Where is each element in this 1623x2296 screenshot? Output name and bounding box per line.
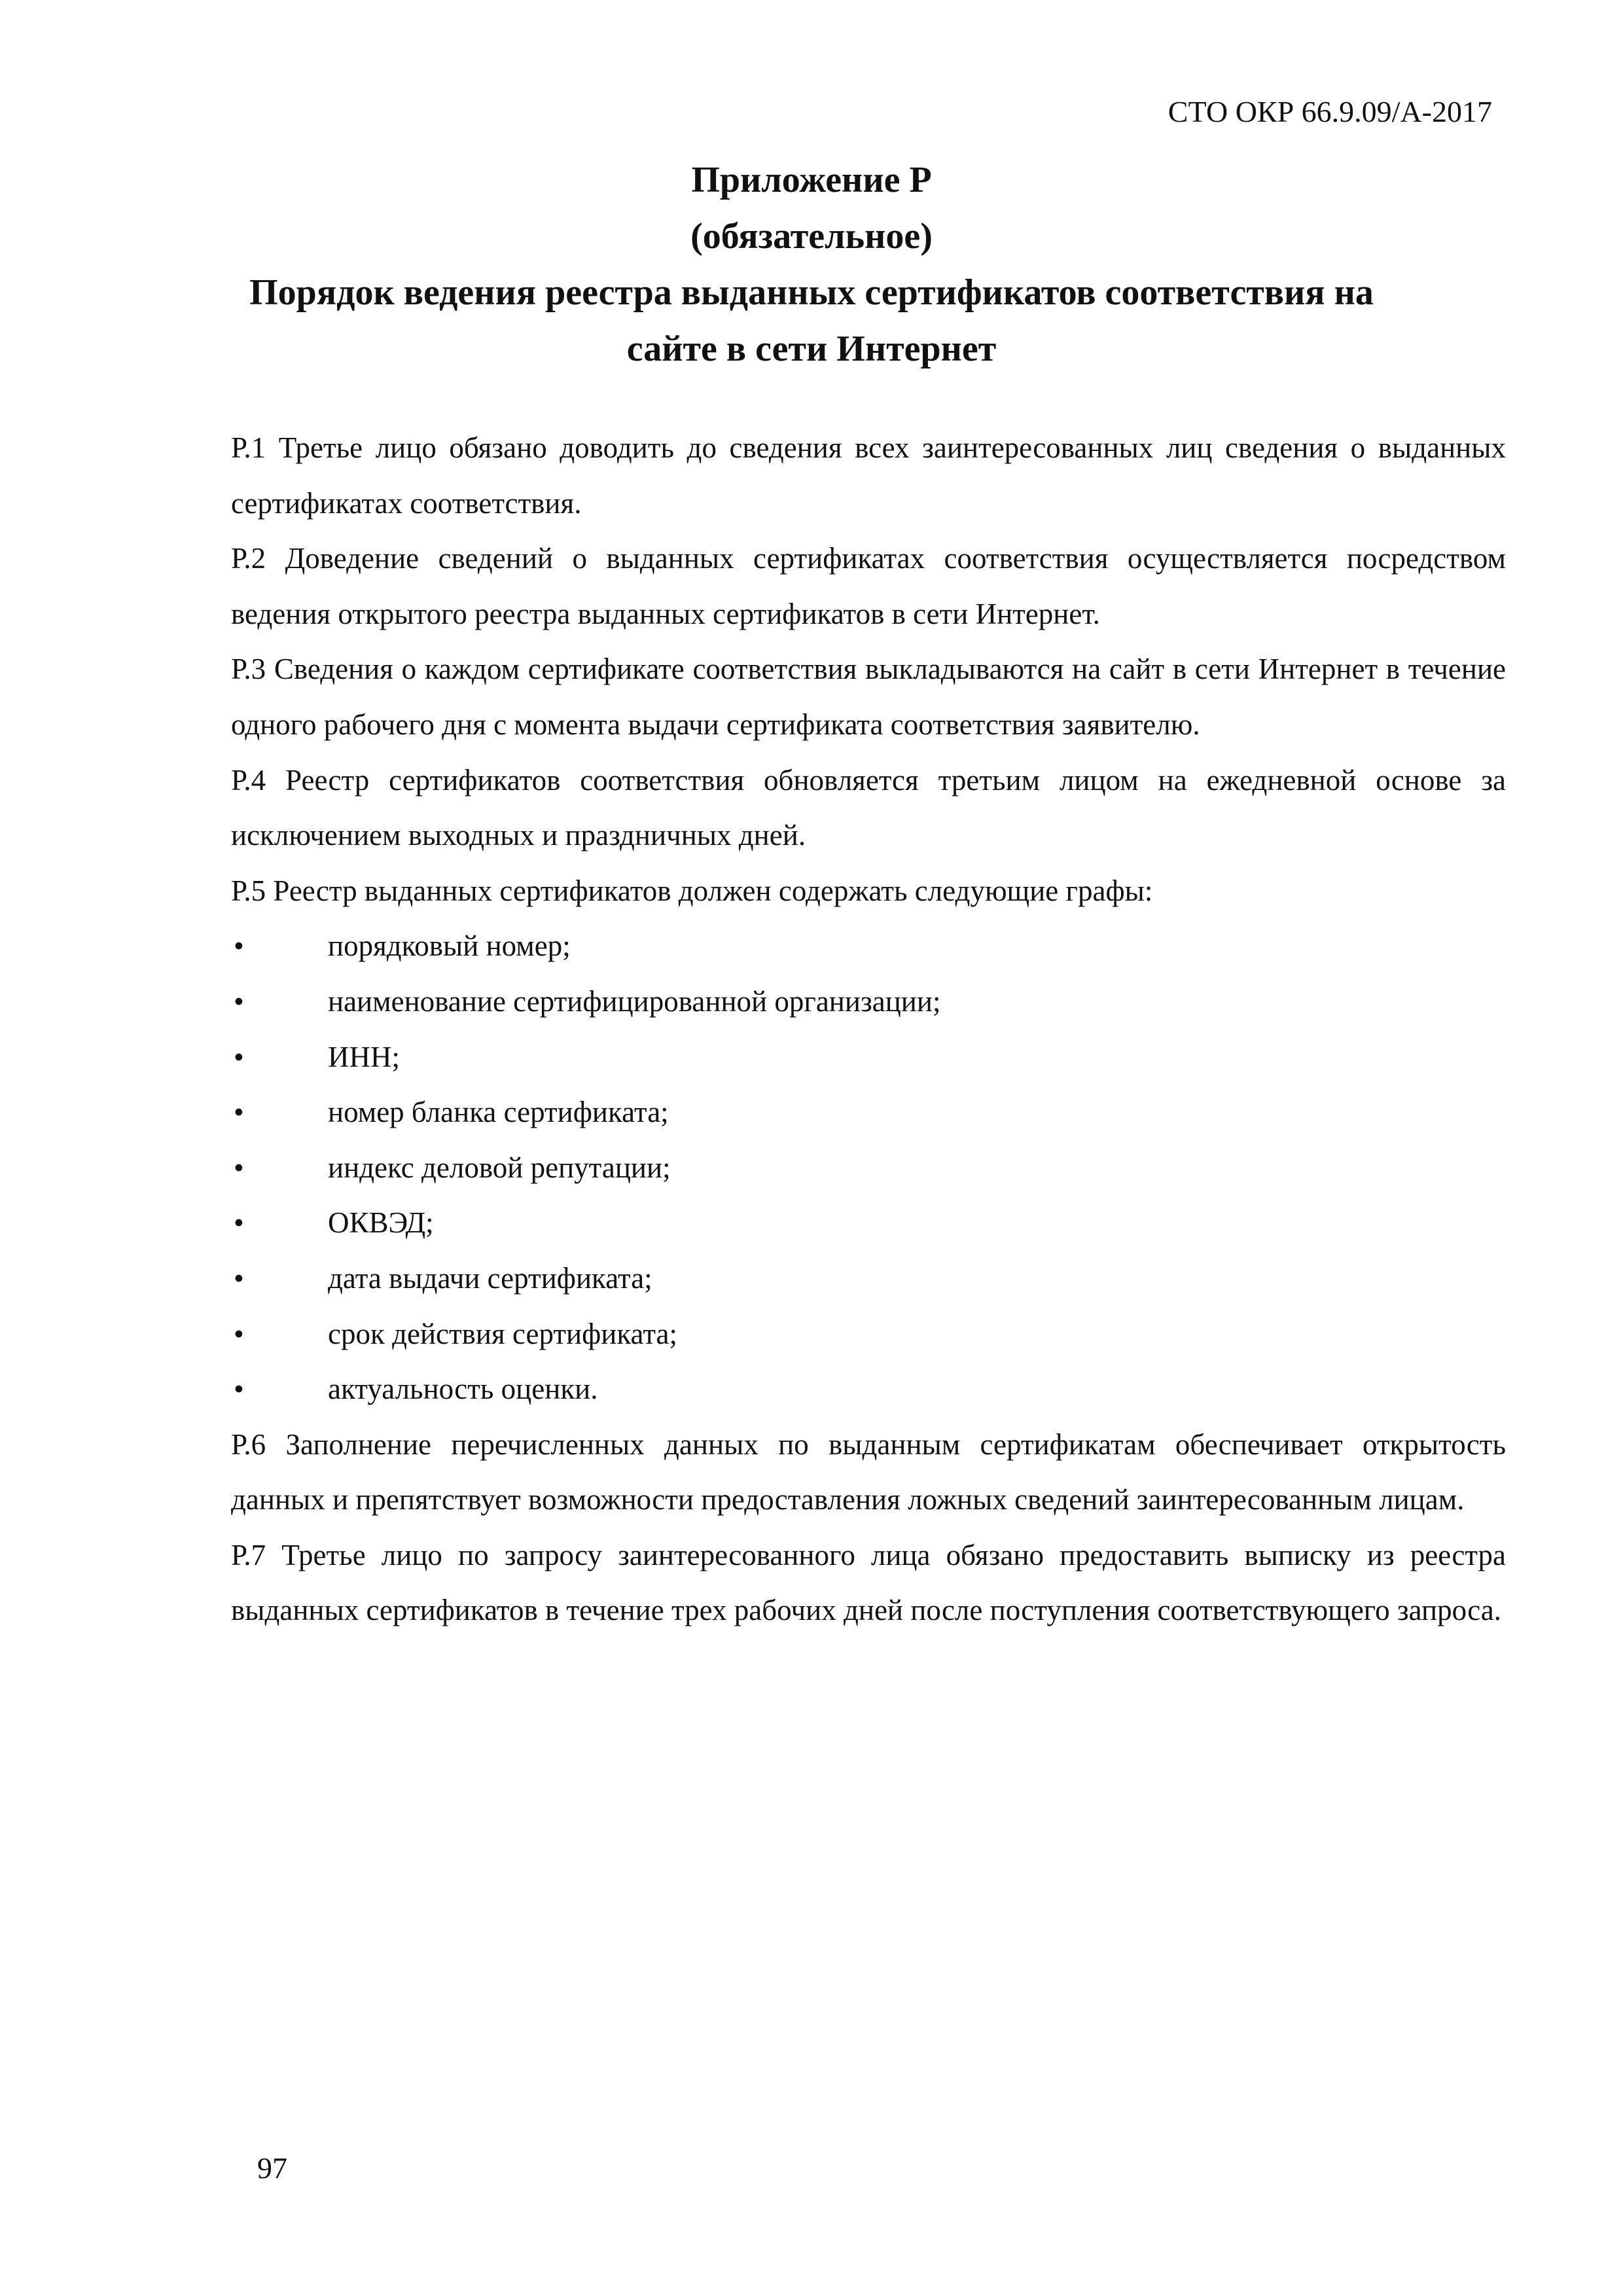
list-item-text: срок действия сертификата;: [328, 1317, 678, 1350]
list-item: [231, 1306, 1506, 1362]
bullet-icon: •: [234, 1372, 244, 1406]
bullet-icon: •: [234, 1317, 244, 1350]
bullet-icon: •: [234, 1151, 244, 1184]
appendix-subject: Порядок ведения реестра выданных сертификатов соответствия на сайте в сети Интернет: [249, 272, 1374, 369]
bullet-icon: •: [234, 1261, 244, 1295]
list-item: [231, 1140, 1506, 1196]
bullet-icon: •: [234, 1096, 244, 1129]
list-item-text: ОКВЭД;: [328, 1206, 434, 1240]
list-item: [231, 1195, 1506, 1251]
list-item: [231, 918, 1506, 974]
list-item-text: ИНН;: [328, 1040, 400, 1073]
paragraph-p7: Р.7 Третье лицо по запросу заинтересованного лица обязано предоставить выписку из реестра выданных сертификатов в течение трех рабочих дней после поступления соответствующего запроса.: [231, 1538, 1506, 1627]
paragraph-p2: Р.2 Доведение сведений о выданных сертификатах соответствия осуществляется посредством ведения открытого реестра выданных сертификатов в сети Интернет.: [231, 542, 1506, 630]
list-item-text: номер бланка сертификата;: [328, 1096, 669, 1129]
list-item: [231, 974, 1506, 1030]
list-item: [231, 1361, 1506, 1417]
list-item-text: наименование сертифицированной организации;: [328, 984, 941, 1018]
list-item-text: индекс деловой репутации;: [328, 1151, 671, 1184]
list-item-text: порядковый номер;: [328, 929, 571, 963]
bullet-icon: •: [234, 984, 244, 1018]
appendix-title: Приложение Р: [691, 160, 932, 200]
paragraph-p5: Р.5 Реестр выданных сертификатов должен содержать следующие графы:: [231, 874, 1153, 907]
list-item: [231, 1085, 1506, 1140]
list-item-text: дата выдачи сертификата;: [328, 1261, 652, 1295]
bullet-icon: •: [234, 929, 244, 963]
body-text: [231, 420, 1506, 1638]
paragraph-p6: Р.6 Заполнение перечисленных данных по выданным сертификатам обеспечивает открытость данных и препятствует возможности предоставления ложных сведений заинтересованным лицам.: [231, 1427, 1506, 1516]
register-columns-list: [231, 918, 1506, 1416]
document-code: СТО ОКР 66.9.09/А-2017: [1168, 95, 1492, 128]
appendix-status: (обязательное): [690, 216, 933, 257]
list-item: [231, 1251, 1506, 1306]
list-item-text: актуальность оценки.: [328, 1372, 598, 1406]
bullet-icon: •: [234, 1206, 244, 1240]
page-number: 97: [257, 2151, 287, 2185]
paragraph-p3: Р.3 Сведения о каждом сертификате соответствия выкладываются на сайт в сети Интернет в течение одного рабочего дня с момента выдачи сертификата соответствия заявителю.: [231, 653, 1506, 741]
list-item: [231, 1030, 1506, 1085]
paragraph-p1: Р.1 Третье лицо обязано доводить до сведения всех заинтересованных лиц сведения о выданных сертификатах соответствия.: [231, 431, 1506, 520]
paragraph-p4: Р.4 Реестр сертификатов соответствия обновляется третьим лицом на ежедневной основе за исключением выходных и праздничных дней.: [231, 763, 1506, 852]
appendix-heading: [0, 152, 1623, 377]
bullet-icon: •: [234, 1040, 244, 1073]
